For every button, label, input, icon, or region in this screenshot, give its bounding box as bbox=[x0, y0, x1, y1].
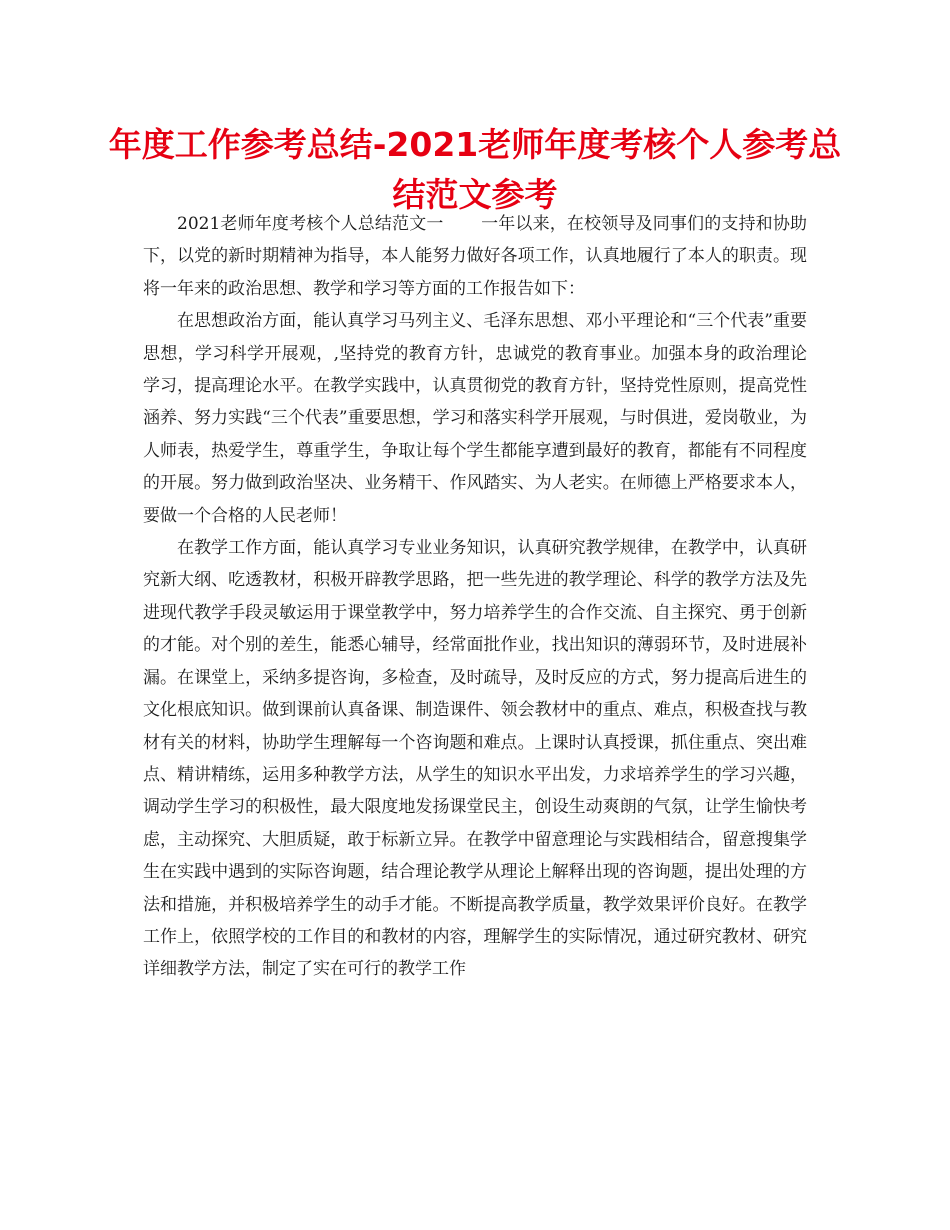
document-title: 年度工作参考总结-2021老师年度考核个人参考总结范文参考 bbox=[108, 125, 842, 214]
intro-heading: 2021老师年度考核个人总结范文一 bbox=[177, 214, 444, 234]
paragraph-1-text: 一年以来，在校领导及同事们的支持和协助下，以党的新时期精神为指导，本人能努力做好各项工作，认真地履行了本人的职责。现将一年来的政治思想、教学和学习等方面的工作报告如下： bbox=[143, 214, 807, 299]
paragraph-teaching: 在教学工作方面，能认真学习专业业务知识，认真研究教学规律，在教学中，认真研究新大纲、吃透教材，积极开辟教学思路，把一些先进的教学理论、科学的教学方法及先进现代教学手段灵敏运用于课堂教学中，努力培养学生的合作交流、自主探究、勇于创新的才能。对个别的差生，能悉心辅导，经常面批作业，找出知识的薄弱环节，及时进展补漏。在课堂上，采纳多提咨询，多检查，及时疏导，及时反应的方式，努力提高后进生的文化根底知识。做到课前认真备课、制造课件、领会教材中的重点、难点，积极查找与教材有关的材料，协助学生理解每一个咨询题和难点。上课时认真授课，抓住重点、突出难点、精讲精练，运用多种教学方法，从学生的知识水平出发，力求培养学生的学习兴趣，调动学生学习的积极性，最大限度地发扬课堂民主，创设生动爽朗的气氛，让学生愉快考虑，主动探究、大胆质疑，敢于标新立异。在教学中留意理论与实践相结合，留意搜集学生在实践中遇到的实际咨询题，结合理论教学从理论上解释出现的咨询题，提出处理的方法和措施，并积极培养学生的动手才能。不断提高教学质量，教学效果评价良好。在教学工作上，依照学校的工作目的和教材的内容，理解学生的实际情况，通过研究教材、研究详细教学方法，制定了实在可行的教学工作 bbox=[143, 538, 807, 980]
paragraph-political: 在思想政治方面，能认真学习马列主义、毛泽东思想、邓小平理论和“三个代表”重要思想，学习科学开展观，,坚持党的教育方针，忠诚党的教育事业。加强本身的政治理论学习，提高理论水平。在教学实践中，认真贯彻党的教育方针，坚持党性原则，提高党性涵养、努力实践“三个代表”重要思想，学习和落实科学开展观，与时俱进，爱岗敬业，为人师表，热爱学生，尊重学生，争取让每个学生都能享遭到最好的教育，都能有不同程度的开展。努力做到政治坚决、业务精干、作风踏实、为人老实。在师德上严格要求本人，要做一个合格的人民老师！ bbox=[143, 311, 807, 526]
paragraph-intro bbox=[143, 208, 807, 305]
document-body bbox=[143, 208, 807, 986]
